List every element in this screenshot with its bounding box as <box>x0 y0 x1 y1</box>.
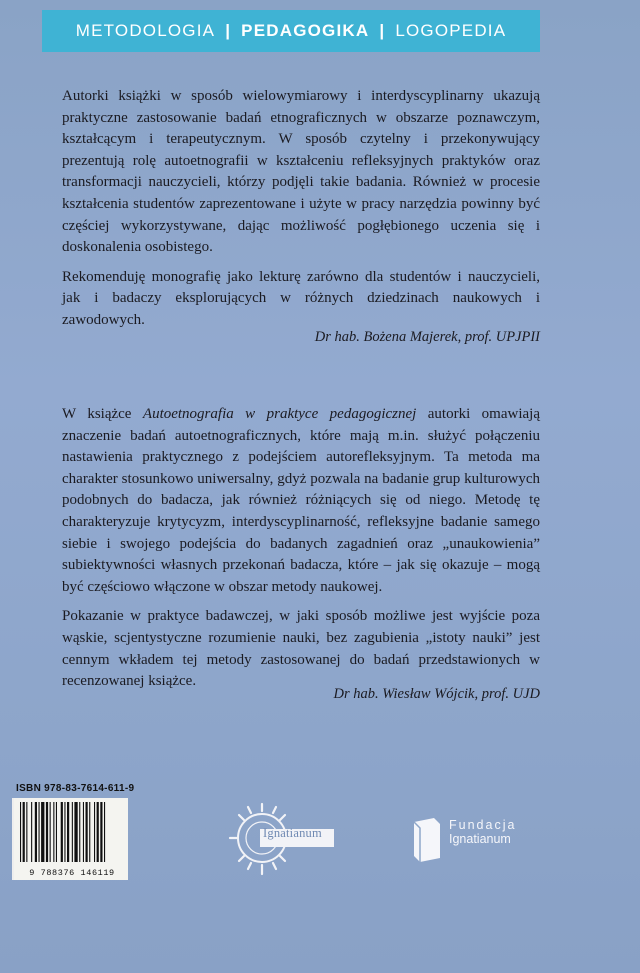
barcode-digits: 9 788376 146119 <box>29 868 115 878</box>
series-logopedia: LOGOPEDIA <box>395 21 507 40</box>
book-title: Autoetnografia w praktyce pedagogicznej <box>142 406 417 422</box>
barcode-bar <box>86 802 88 862</box>
foundation-name <box>449 818 516 846</box>
barcode <box>12 798 128 880</box>
fundacja-ignatianum-icon <box>410 816 444 864</box>
series-banner <box>42 10 540 52</box>
series-pedagogika: PEDAGOGIKA <box>241 21 370 40</box>
barcode-bar <box>104 802 105 862</box>
series-metodologia: METODOLOGIA <box>75 21 216 40</box>
review-paragraph: Rekomenduję monografię jako lekturę zarówno dla studentów i nauczycieli, jak i badaczy eksplorujących w różnych dziedzinach naukowych i zawodowych. <box>62 268 540 328</box>
barcode-bar <box>67 802 69 862</box>
barcode-bar <box>31 802 32 862</box>
review-paragraph: Pokazanie w praktyce badawczej, w jaki sposób możliwe jest wyjście poza wąskie, scjentystyczne rozumienie nauki, bez zagubienia „istoty nauki” jest cennym wkładem tej metody zastosowanej do badań przedstawionych w recenzowanej książce. <box>62 608 540 690</box>
barcode-bar <box>39 802 40 862</box>
series-separator: | <box>379 21 386 40</box>
barcode-bar <box>94 802 95 862</box>
barcode-bar <box>100 802 102 862</box>
barcode-bars <box>20 802 122 862</box>
barcode-bar <box>83 802 84 862</box>
review-text: W książce <box>62 406 143 422</box>
barcode-bar <box>61 802 63 862</box>
barcode-bar <box>89 802 90 862</box>
foundation-line1: Fundacja <box>449 818 517 832</box>
isbn-label: ISBN 978-83-7614-611-9 <box>16 783 135 794</box>
barcode-bar <box>23 802 25 862</box>
barcode-bar <box>72 802 73 862</box>
barcode-bar <box>64 802 65 862</box>
barcode-bar <box>50 802 51 862</box>
publisher-wordmark: Ignatianum <box>263 826 322 840</box>
reviewer-signature: Dr hab. Bożena Majerek, prof. UPJPII <box>314 329 540 345</box>
barcode-bar <box>35 802 37 862</box>
barcode-bar <box>97 802 99 862</box>
barcode-bar <box>56 802 57 862</box>
barcode-bar <box>41 802 44 862</box>
barcode-bar <box>53 802 54 862</box>
review-text: autorki omawiają znaczenie badań autoetnograficznych, które mają m.in. służyć połączeniu nastawienia praktycznego z podejściem autorefleksyjnym. Ta metoda ma charakter stosunkowo uniwersalny, gdyż pozwala na badanie grup kulturowych podobnych do badacza, jak również różniących się od niego. Metodę tę charakteryzuje krytycyzm, interdyscyplinarność, refleksyjne badanie samego siebie i swojego podejścia do badanych zagadnień oraz „unaukowienia” subiektywności własnych przekonań badacza, które – jak się okazuje – mogą być częściowo włączone w obszar metody naukowej. <box>62 406 540 595</box>
barcode-bar <box>79 802 80 862</box>
reviewer-signature: Dr hab. Wiesław Wójcik, prof. UJD <box>333 686 540 702</box>
barcode-bar <box>46 802 48 862</box>
barcode-bar <box>20 802 21 862</box>
barcode-bar <box>74 802 77 862</box>
review-paragraph <box>62 404 540 598</box>
review-paragraph: Autorki książki w sposób wielowymiarowy i interdyscyplinarny ukazują praktyczne zastosowanie badań etnograficznych w obszarze poznawczym, kształcącym i terapeutycznym. W sposób czytelny i przekonywujący prezentują rolę autoetnografii w kształceniu refleksyjnych praktyków oraz transformacji nauczycieli, którzy podjęli takie badania. Również w procesie kształcenia studentów zaprezentowane i użyte w pracy narzędzia powinny być częściej wykorzystywane, dając możliwość pogłębionego uczenia się i doskonalenia osobistego. <box>62 88 540 256</box>
series-separator: | <box>225 21 232 40</box>
foundation-line2: Ignatianum <box>449 832 511 846</box>
barcode-bar <box>26 802 27 862</box>
review-wojcik <box>62 404 540 693</box>
review-majerek <box>62 86 540 332</box>
